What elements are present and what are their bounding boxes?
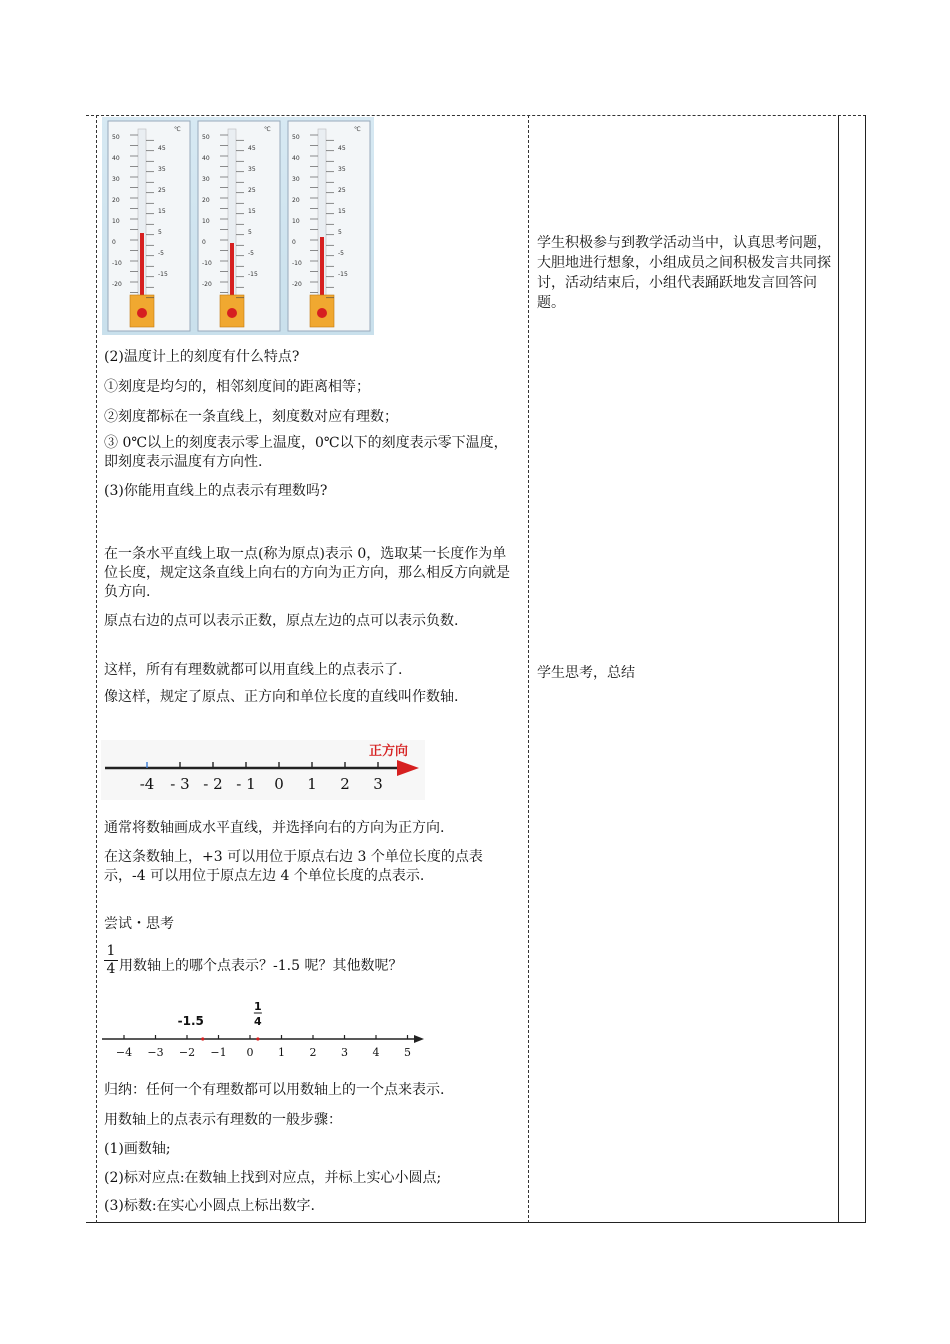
scale-label-right: 45	[158, 145, 166, 152]
scale-label-right: 35	[338, 166, 346, 173]
paragraph-definition: 像这样，规定了原点、正方向和单位长度的直线叫作数轴.	[104, 689, 459, 705]
try-think-title: 尝试・思考	[104, 916, 174, 932]
table-top-border	[86, 115, 866, 116]
scale-label-left: 20	[112, 197, 120, 204]
thermometer-bulb	[317, 308, 327, 318]
scale-label-left: 0	[112, 239, 116, 246]
tick-label: −4	[115, 1046, 133, 1059]
scale-label-left: 10	[202, 218, 210, 225]
scale-label-left: -20	[202, 281, 212, 288]
tick-label: -4	[139, 775, 155, 793]
scale-label-right: 45	[248, 145, 256, 152]
positive-direction-label: 正方向	[369, 744, 409, 759]
scale-label-right: -15	[158, 271, 168, 278]
thermometer-bulb	[227, 308, 237, 318]
tick-label: 2	[309, 1046, 317, 1059]
scale-label-left: 30	[112, 176, 120, 183]
scale-label-right: 35	[158, 166, 166, 173]
scale-label-left: 0	[292, 239, 296, 246]
scale-label-right: 5	[338, 229, 342, 236]
scale-label-right: -5	[158, 250, 164, 257]
scale-label-left: 30	[202, 176, 210, 183]
scale-label-right: 35	[248, 166, 256, 173]
thermometer-bulb	[137, 308, 147, 318]
point-minus-1-5	[201, 1037, 204, 1040]
tick-label: - 3	[170, 775, 190, 793]
tick-label: 0	[246, 1046, 254, 1059]
answer-2: ②刻度都标在一条直线上，刻度数对应有理数；	[104, 409, 398, 425]
tick-label: 4	[372, 1046, 380, 1059]
unit-label: ℃	[174, 126, 181, 133]
tick-label: 3	[341, 1046, 348, 1059]
scale-label-left: 20	[292, 197, 300, 204]
thermometer-liquid	[140, 233, 144, 305]
scale-label-left: 20	[202, 197, 210, 204]
tick-label: - 2	[203, 775, 223, 793]
tick-label: 5	[404, 1046, 411, 1059]
answer-1: ①刻度是均匀的，相邻刻度间的距离相等；	[104, 379, 370, 395]
column-divider-2	[838, 115, 839, 1223]
paragraph-origin: 在一条水平直线上取一点(称为原点)表示 0，选取某一长度作为单位长度，规定这条直线上向右的方向为正方向，那么相反方向就是负方向.	[104, 546, 510, 600]
tick-label: −3	[147, 1046, 164, 1059]
fraction-one-quarter	[104, 944, 118, 977]
tick-label: −2	[178, 1046, 196, 1059]
scale-label-right: 45	[338, 145, 346, 152]
scale-label-right: -5	[248, 250, 254, 257]
scale-label-left: 50	[292, 134, 300, 141]
scale-label-left: 30	[292, 176, 300, 183]
step-1: (1)画数轴;	[104, 1141, 171, 1157]
table-right-border	[865, 115, 866, 1223]
table-left-border	[96, 115, 97, 1223]
tick-label: 3	[373, 775, 383, 793]
paragraph-all-rationals: 这样，所有有理数就都可以用直线上的点表示了.	[104, 662, 403, 678]
number-line-image	[101, 740, 425, 800]
fraction-numerator: 1	[106, 943, 116, 959]
answer-3: ③ 0℃以上的刻度表示零上温度，0℃以下的刻度表示零下温度，即刻度表示温度有方向性.	[104, 435, 508, 470]
summary-1: 归纳：任何一个有理数都可以用数轴上的一个点来表示.	[104, 1082, 445, 1098]
question-2: (2)温度计上的刻度有什么特点?	[104, 349, 300, 365]
paragraph-positive-negative: 原点右边的点可以表示正数，原点左边的点可以表示负数.	[104, 613, 459, 629]
thermometer-3	[288, 121, 370, 331]
student-activity-1: 学生积极参与到教学活动当中，认真思考问题，大胆地进行想象，小组成员之间积极发言共同探讨，活动结束后，小组代表踊跃地发言回答问题。	[537, 235, 831, 311]
scale-label-right: 15	[248, 208, 256, 215]
number-line-positive-direction	[101, 740, 425, 800]
thermometer-image	[102, 117, 374, 335]
paragraph-horizontal: 通常将数轴画成水平直线，并选择向右的方向为正方向.	[104, 820, 445, 836]
step-2: (2)标对应点:在数轴上找到对应点，并标上实心小圆点;	[104, 1170, 442, 1186]
tick-label: 1	[278, 1046, 285, 1059]
scale-label-left: 40	[112, 155, 120, 162]
thermometer-2	[198, 121, 280, 331]
question-3: (3)你能用直线上的点表示有理数吗?	[104, 483, 328, 499]
scale-label-left: -20	[112, 281, 122, 288]
scale-label-right: 25	[338, 187, 346, 194]
fraction-denominator: 4	[106, 961, 116, 977]
label-quarter-denominator: 4	[254, 1015, 262, 1028]
tick-label: 0	[274, 775, 284, 793]
scale-label-left: 10	[292, 218, 300, 225]
scale-label-right: 25	[248, 187, 256, 194]
tick-label: 2	[340, 775, 350, 793]
number-line-marked-points	[100, 998, 430, 1062]
thermometer-1	[108, 121, 190, 331]
student-activity-2: 学生思考，总结	[537, 665, 635, 681]
scale-label-right: 5	[158, 229, 162, 236]
step-3: (3)标数:在实心小圆点上标出数字.	[104, 1198, 315, 1214]
scale-label-left: -10	[292, 260, 302, 267]
tick-label: 1	[307, 775, 317, 793]
scale-label-left: -10	[202, 260, 212, 267]
scale-label-right: -5	[338, 250, 344, 257]
scale-label-left: 40	[292, 155, 300, 162]
thermometers-illustration	[102, 117, 374, 335]
scale-label-left: 40	[202, 155, 210, 162]
scale-label-left: 50	[112, 134, 120, 141]
label-quarter-numerator: 1	[254, 1000, 262, 1013]
unit-label: ℃	[264, 126, 271, 133]
scale-label-left: -20	[292, 281, 302, 288]
scale-label-right: 15	[338, 208, 346, 215]
column-divider-1	[528, 115, 529, 1223]
scale-label-left: -10	[112, 260, 122, 267]
tick-label: - 1	[236, 775, 256, 793]
paragraph-example: 在这条数轴上，+3 可以用位于原点右边 3 个单位长度的点表示，-4 可以用位于原点左边 4 个单位长度的点表示.	[104, 849, 483, 884]
scale-label-right: -15	[248, 271, 258, 278]
arrow-head	[414, 1035, 424, 1043]
scale-label-left: 0	[202, 239, 206, 246]
label-minus-1-5: -1.5	[177, 1014, 204, 1028]
unit-label: ℃	[354, 126, 361, 133]
try-question: 用数轴上的哪个点表示？-1.5 呢？其他数呢？	[119, 958, 403, 974]
scale-label-left: 50	[202, 134, 210, 141]
summary-2: 用数轴上的点表示有理数的一般步骤：	[104, 1112, 342, 1128]
scale-label-right: 25	[158, 187, 166, 194]
arrow-head	[397, 760, 419, 776]
scale-label-right: 5	[248, 229, 252, 236]
table-bottom-border	[86, 1222, 866, 1223]
scale-label-right: 15	[158, 208, 166, 215]
scale-label-left: 10	[112, 218, 120, 225]
scale-label-right: -15	[338, 271, 348, 278]
tick-label: −1	[210, 1046, 227, 1059]
point-one-quarter	[256, 1037, 259, 1040]
